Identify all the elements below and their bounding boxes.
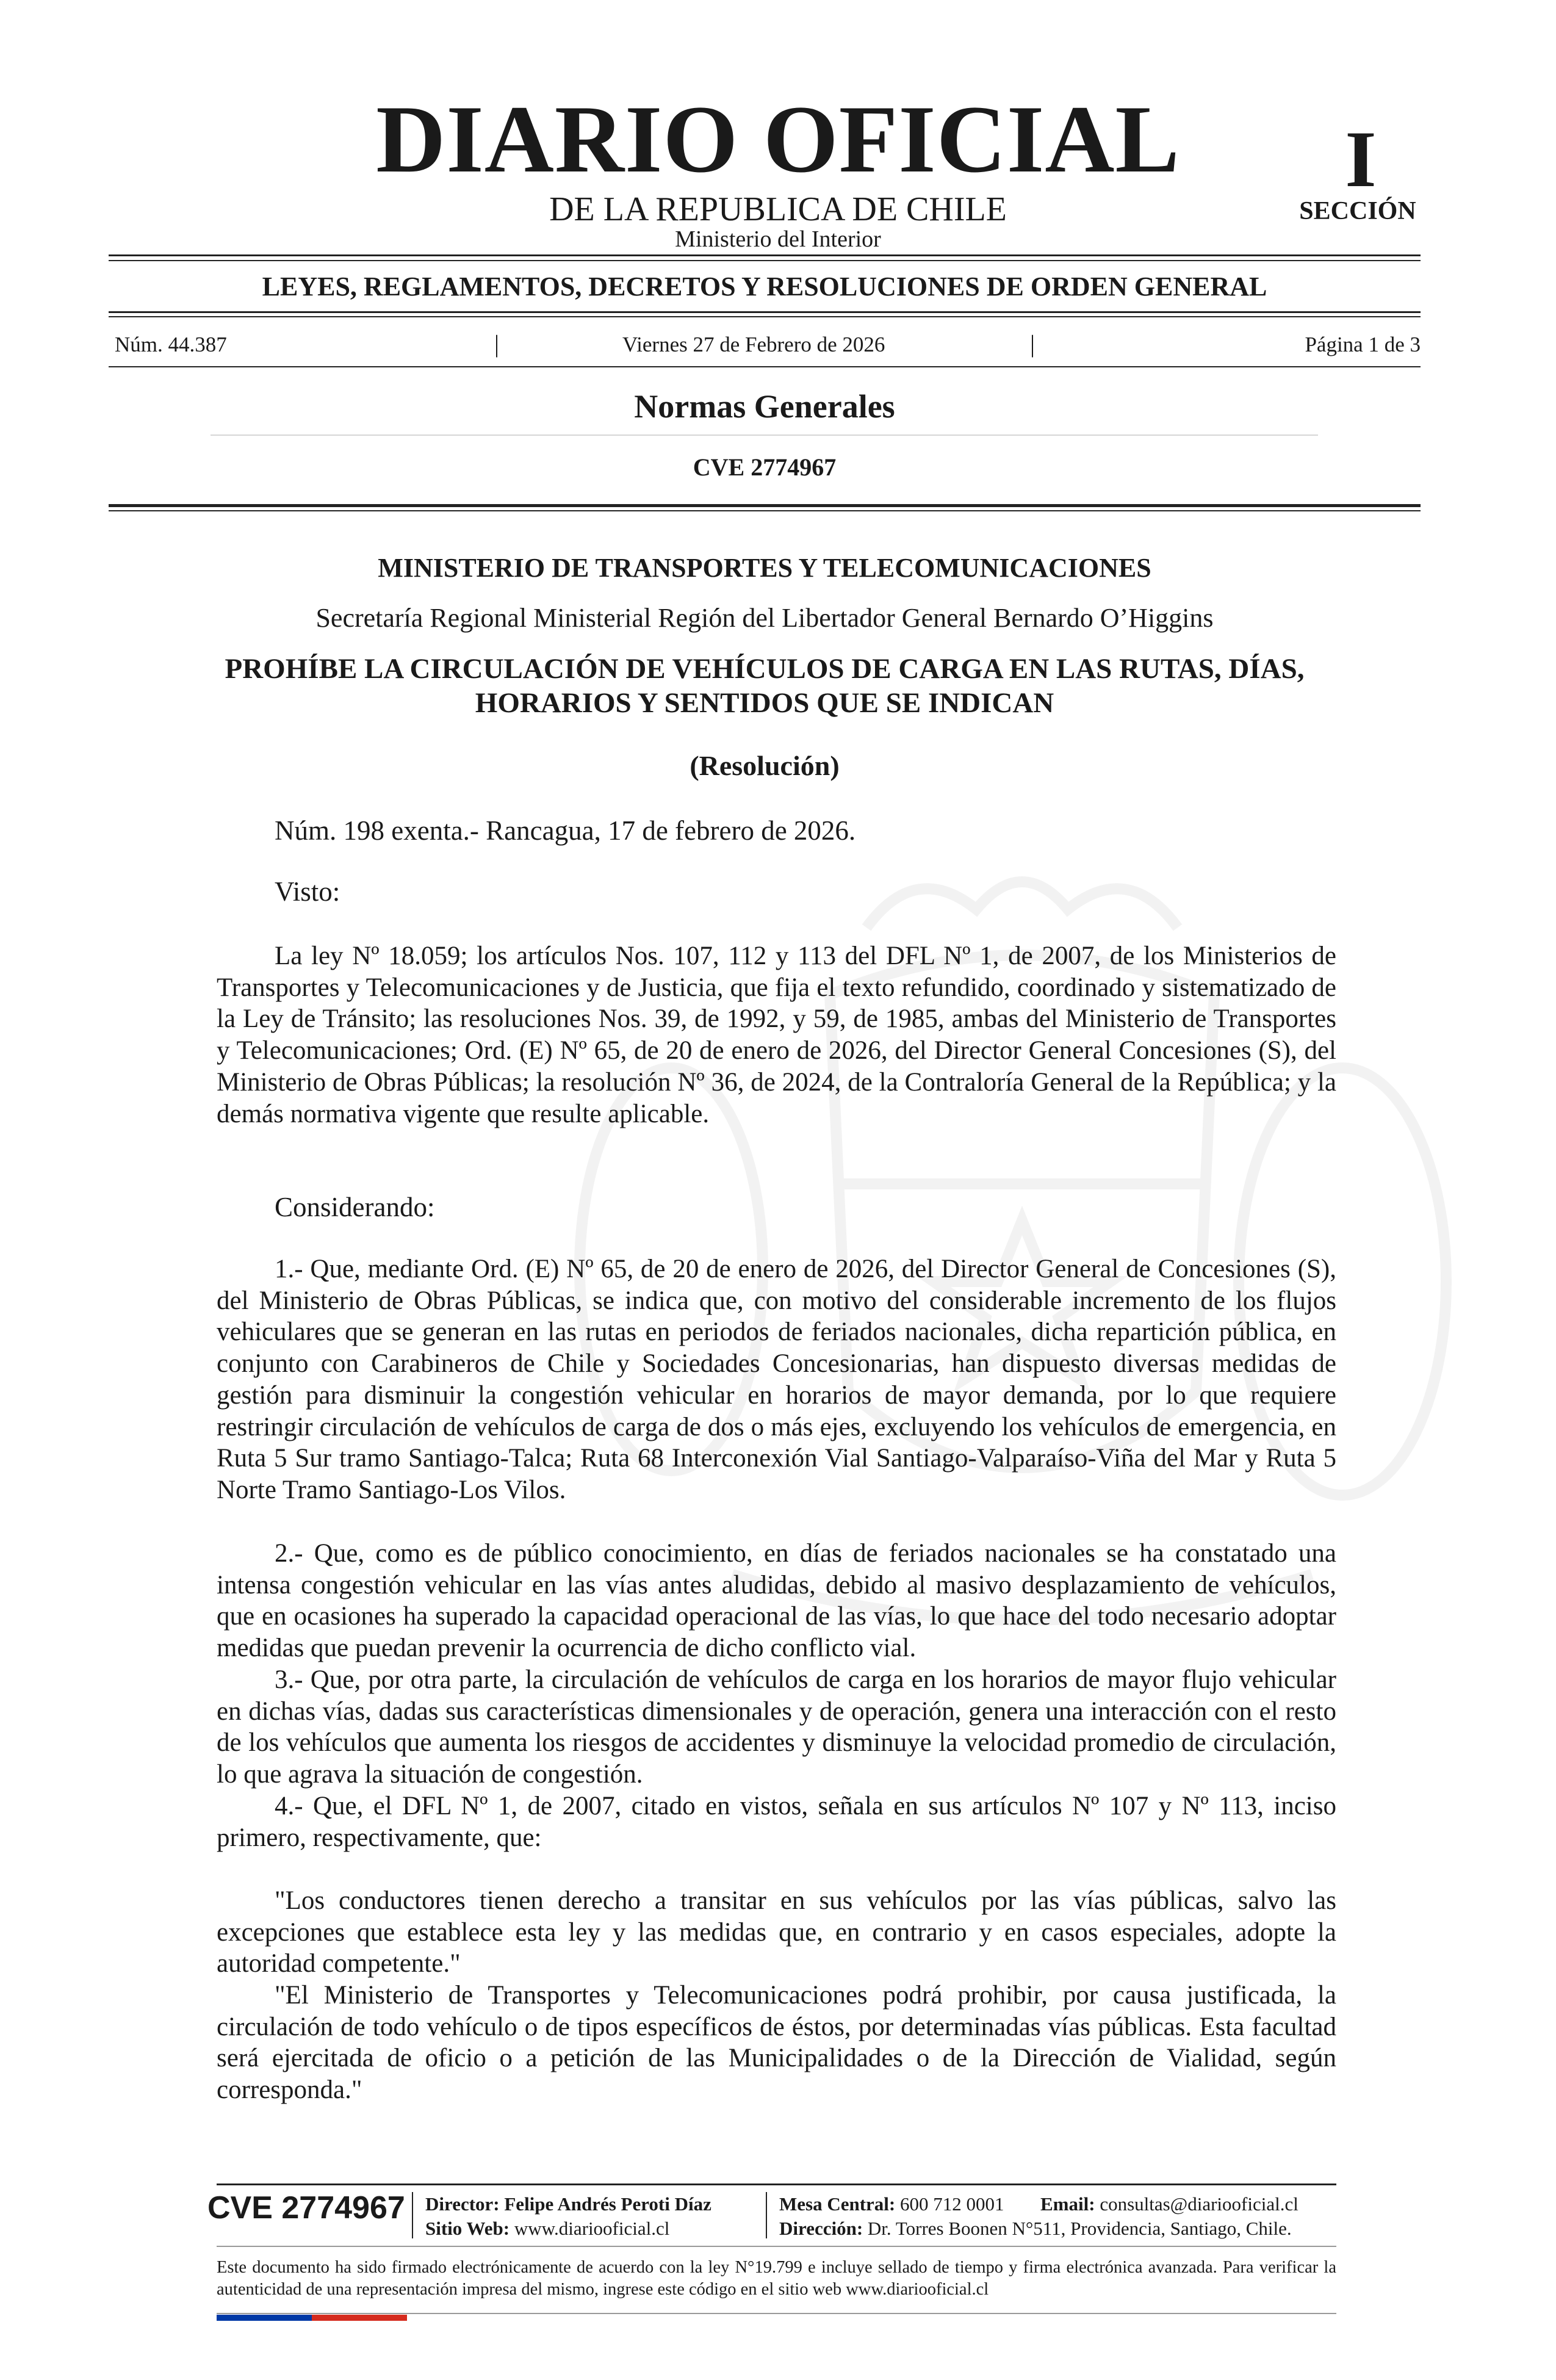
issue-number: Núm. 44.387: [115, 333, 227, 356]
header-rule: [109, 260, 1421, 261]
considerando-paragraph: 3.- Que, por otra parte, la circulación de vehículos de carga en los horarios de mayor flujo vehicular en dichas vías, dadas sus características dimensionales y de operación, genera una interacción con el resto de los vehículos que aumenta los riesgos de accidentes y disminuye la velocidad promedio de circulación, lo que agrava la situación de congestión.: [217, 1665, 1336, 1789]
visto-paragraph: La ley Nº 18.059; los artículos Nos. 107, 112 y 113 del DFL Nº 1, de 2007, de los Ministerios de Transportes y Telecomunicaciones y de Justicia, que fija el texto refundido, coordinado y sistematizado de la Ley de Tránsito; las resoluciones Nos. 39, de 1992, y 59, de 1985, ambas del Ministerio de Transportes y Telecomunicaciones; Ord. (E) Nº 65, de 20 de enero de 2026, del Director General Concesiones (S), del Ministerio de Obras Públicas; la resolución Nº 36, de 2024, de la Contraloría General de la República; y la demás normativa vigente que resulte aplicable.: [217, 942, 1336, 1128]
meta-separator: |: [1030, 330, 1036, 358]
decree-title-line: HORARIOS Y SENTIDOS QUE SE INDICAN: [475, 687, 1054, 719]
website-link[interactable]: www.diariooficial.cl: [514, 2218, 670, 2239]
visto-heading: Visto:: [275, 876, 340, 907]
flag-segment: [217, 2315, 264, 2321]
header-rule: [109, 316, 1421, 317]
secretariat: Secretaría Regional Ministerial Región del Libertador General Bernardo O’Higgins: [315, 603, 1214, 633]
newspaper-subtitle: DE LA REPUBLICA DE CHILE: [549, 190, 1007, 228]
newspaper-title: DIARIO OFICIAL: [376, 86, 1180, 193]
masthead: [342, 86, 1214, 252]
quoted-law-paragraph: "El Ministerio de Transportes y Telecomunicaciones podrá prohibir, por causa justificada, la circulación de todo vehículo o de tipos específicos de éstos, por determinadas vías públicas. Esta facultad será ejercitada de oficio o a petición de las Municipalidades o de la Dirección de Vialidad, según corresponda.": [217, 1981, 1336, 2105]
flag-segment: [264, 2315, 312, 2321]
footer-rule: [217, 2246, 1336, 2247]
header-rule: [109, 510, 1421, 511]
website-label: Sitio Web:: [425, 2218, 510, 2239]
footer-separator: [412, 2192, 413, 2238]
director-label: Director:: [425, 2193, 500, 2215]
footer-phone: [779, 2192, 1004, 2216]
footer-email: [1040, 2192, 1298, 2216]
issue-date: Viernes 27 de Febrero de 2026: [622, 333, 885, 356]
flag-segment: [312, 2315, 359, 2321]
resolution-label: (Resolución): [690, 750, 840, 781]
footer-address: [779, 2216, 1292, 2241]
considerando-paragraph: 4.- Que, el DFL Nº 1, de 2007, citado en vistos, señala en sus artículos Nº 107 y Nº 113, inciso primero, respectivamente, que:: [217, 1792, 1336, 1852]
header-rule: [109, 254, 1421, 256]
footer-website: [425, 2216, 669, 2241]
resolution-number: Núm. 198 exenta.- Rancagua, 17 de febrero de 2026.: [275, 815, 856, 846]
header-category: LEYES, REGLAMENTOS, DECRETOS Y RESOLUCIONES DE ORDEN GENERAL: [262, 272, 1267, 301]
footer-rule: [217, 2313, 1336, 2314]
section-title: Normas Generales: [634, 388, 895, 425]
masthead-ministry: Ministerio del Interior: [675, 226, 881, 252]
footer-separator: [766, 2192, 767, 2238]
meta-rule: [109, 366, 1421, 367]
header-rule: [109, 311, 1421, 313]
section-number: I: [1345, 114, 1377, 204]
footer-disclaimer: Este documento ha sido firmado electrónicamente de acuerdo con la ley N°19.799 e incluye sellado de tiempo y firma electrónica avanzada. Para verificar la autenticidad de una representación impresa del mismo, ingrese este código en el sitio web www.diariooficial.cl: [217, 2258, 1336, 2299]
flag-color-bar: [217, 2315, 407, 2321]
considerando-heading: Considerando:: [275, 1192, 435, 1222]
footer-rule: [217, 2183, 1336, 2185]
decree-title: [109, 652, 1421, 720]
director-name: Felipe Andrés Peroti Díaz: [504, 2193, 711, 2215]
considerando-paragraph: 2.- Que, como es de público conocimiento, en días de feriados nacionales se ha constatado una intensa congestión vehicular en las vías antes aludidas, debido al masivo desplazamiento de vehículos, que en ocasiones ha superado la capacidad operacional de las vías, lo que hace del todo necesario adoptar medidas que puedan prevenir la ocurrencia de dicho conflicto vial.: [217, 1539, 1336, 1663]
cve-code: CVE 2774967: [693, 453, 837, 481]
phone-label: Mesa Central:: [779, 2193, 896, 2215]
quoted-law-paragraph: "Los conductores tienen derecho a transitar en sus vehículos por las vías públicas, salvo las excepciones que establece esta ley y las medidas que, en contrario y en casos especiales, adopte la autoridad competente.": [217, 1886, 1336, 1978]
considerando-paragraph: 1.- Que, mediante Ord. (E) Nº 65, de 20 de enero de 2026, del Director General de Concesiones (S), del Ministerio de Obras Públicas, se indica que, con motivo del considerable incremento de los flujos vehiculares que se generan en las rutas en periodos de feriados nacionales, dicha repartición pública, en conjunto con Carabineros de Chile y Sociedades Concesionarias, han dispuesto diversas medidas de gestión para disminuir la congestión vehicular en horarios de mayor demanda, por lo que requiere restringir circulación de vehículos de carga de dos o más ejes, excluyendo los vehículos de emergencia, en Ruta 5 Sur tramo Santiago-Talca; Ruta 68 Interconexión Vial Santiago-Valparaíso-Viña del Mar y Ruta 5 Norte Tramo Santiago-Los Vilos.: [217, 1255, 1336, 1504]
flag-segment: [359, 2315, 407, 2321]
address-label: Dirección:: [779, 2218, 863, 2239]
page-indicator: Página 1 de 3: [1305, 333, 1421, 356]
header-rule: [109, 504, 1421, 507]
footer-director: [425, 2192, 711, 2216]
section-label: SECCIÓN: [1299, 197, 1416, 225]
footer-cve: CVE 2774967: [207, 2190, 405, 2226]
address-text: Dr. Torres Boonen N°511, Providencia, Santiago, Chile.: [867, 2218, 1292, 2239]
email-label: Email:: [1040, 2193, 1095, 2215]
phone-number: 600 712 0001: [900, 2193, 1004, 2215]
decree-title-line: PROHÍBE LA CIRCULACIÓN DE VEHÍCULOS DE CARGA EN LAS RUTAS, DÍAS,: [225, 653, 1305, 685]
title-underline: [211, 435, 1318, 436]
issuing-ministry: MINISTERIO DE TRANSPORTES Y TELECOMUNICACIONES: [378, 553, 1151, 583]
meta-separator: |: [494, 330, 500, 358]
email-link[interactable]: consultas@diariooficial.cl: [1100, 2193, 1298, 2215]
